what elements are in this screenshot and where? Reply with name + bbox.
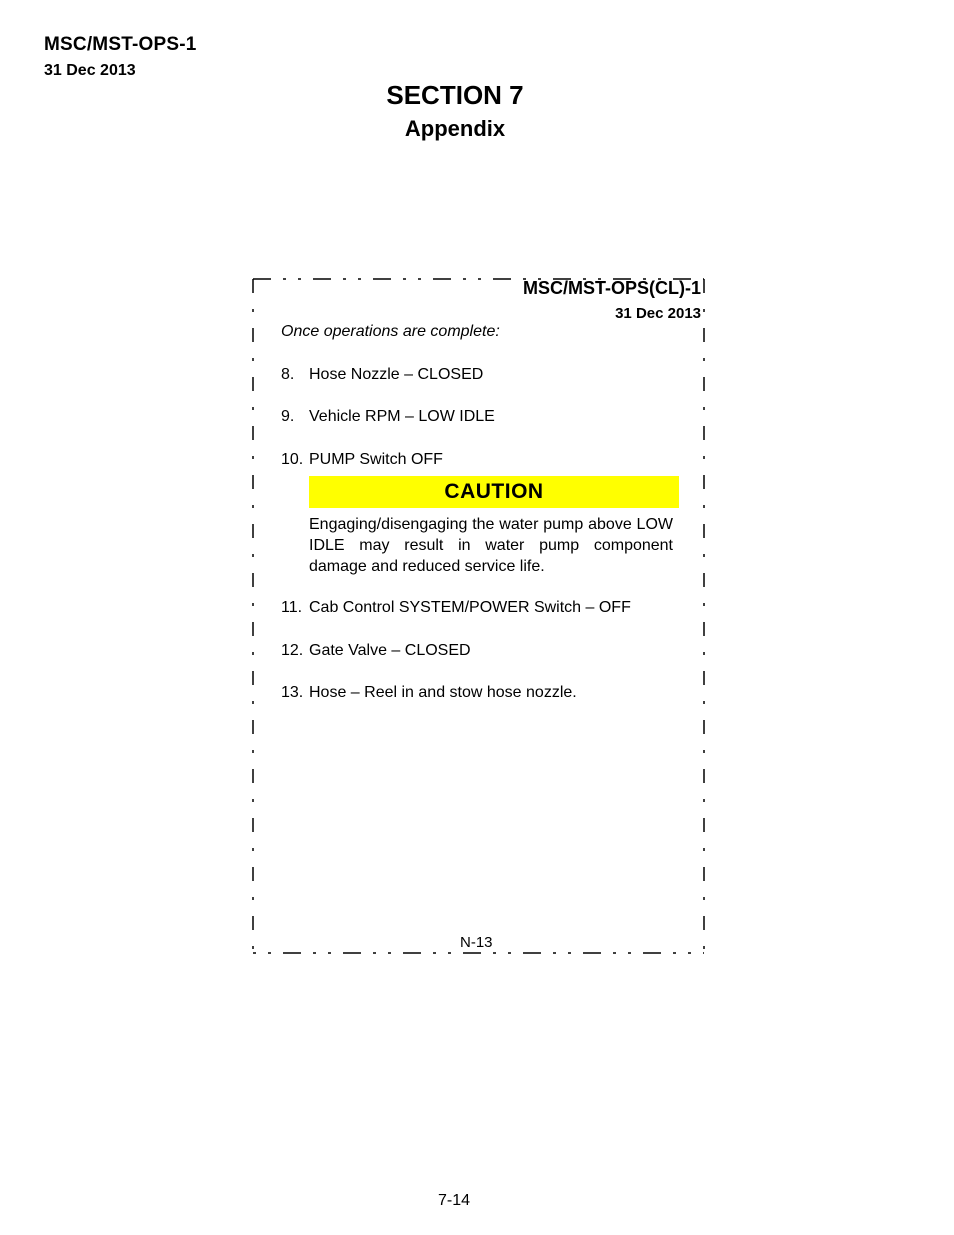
card-date: 31 Dec 2013 bbox=[615, 305, 701, 322]
page-number: 7-14 bbox=[437, 1192, 471, 1209]
section-subtitle: Appendix bbox=[404, 116, 506, 141]
intro-text: Once operations are complete: bbox=[281, 323, 500, 340]
step-item bbox=[281, 408, 495, 426]
step-number: 12. bbox=[281, 642, 304, 659]
section-title: SECTION 7 bbox=[386, 80, 524, 110]
step-text: Vehicle RPM – LOW IDLE bbox=[309, 408, 495, 425]
step-item bbox=[281, 366, 483, 384]
step-number: 10. bbox=[281, 451, 304, 468]
step-number: 13. bbox=[281, 684, 304, 701]
doc-date: 31 Dec 2013 bbox=[44, 62, 136, 79]
step-text: Gate Valve – CLOSED bbox=[309, 642, 471, 659]
caution-banner: CAUTION bbox=[309, 476, 679, 508]
checklist-card bbox=[252, 278, 705, 954]
step-text: Hose – Reel in and stow hose nozzle. bbox=[309, 684, 577, 701]
step-item bbox=[281, 451, 443, 469]
step-item bbox=[281, 684, 577, 702]
step-item bbox=[281, 599, 631, 617]
caution-text: Engaging/disengaging the water pump above LOW IDLE may result in water pump component damage and reduced service life. bbox=[309, 516, 673, 575]
step-text: Cab Control SYSTEM/POWER Switch – OFF bbox=[309, 599, 631, 616]
step-item bbox=[281, 642, 471, 660]
card-page-number: N-13 bbox=[460, 934, 493, 951]
step-number: 9. bbox=[281, 408, 295, 425]
doc-id: MSC/MST-OPS-1 bbox=[44, 34, 197, 55]
step-number: 8. bbox=[281, 366, 295, 383]
step-text: Hose Nozzle – CLOSED bbox=[309, 366, 484, 383]
card-doc-id: MSC/MST-OPS(CL)-1 bbox=[523, 278, 701, 298]
step-text: PUMP Switch OFF bbox=[309, 451, 443, 468]
step-number: 11. bbox=[281, 599, 303, 616]
